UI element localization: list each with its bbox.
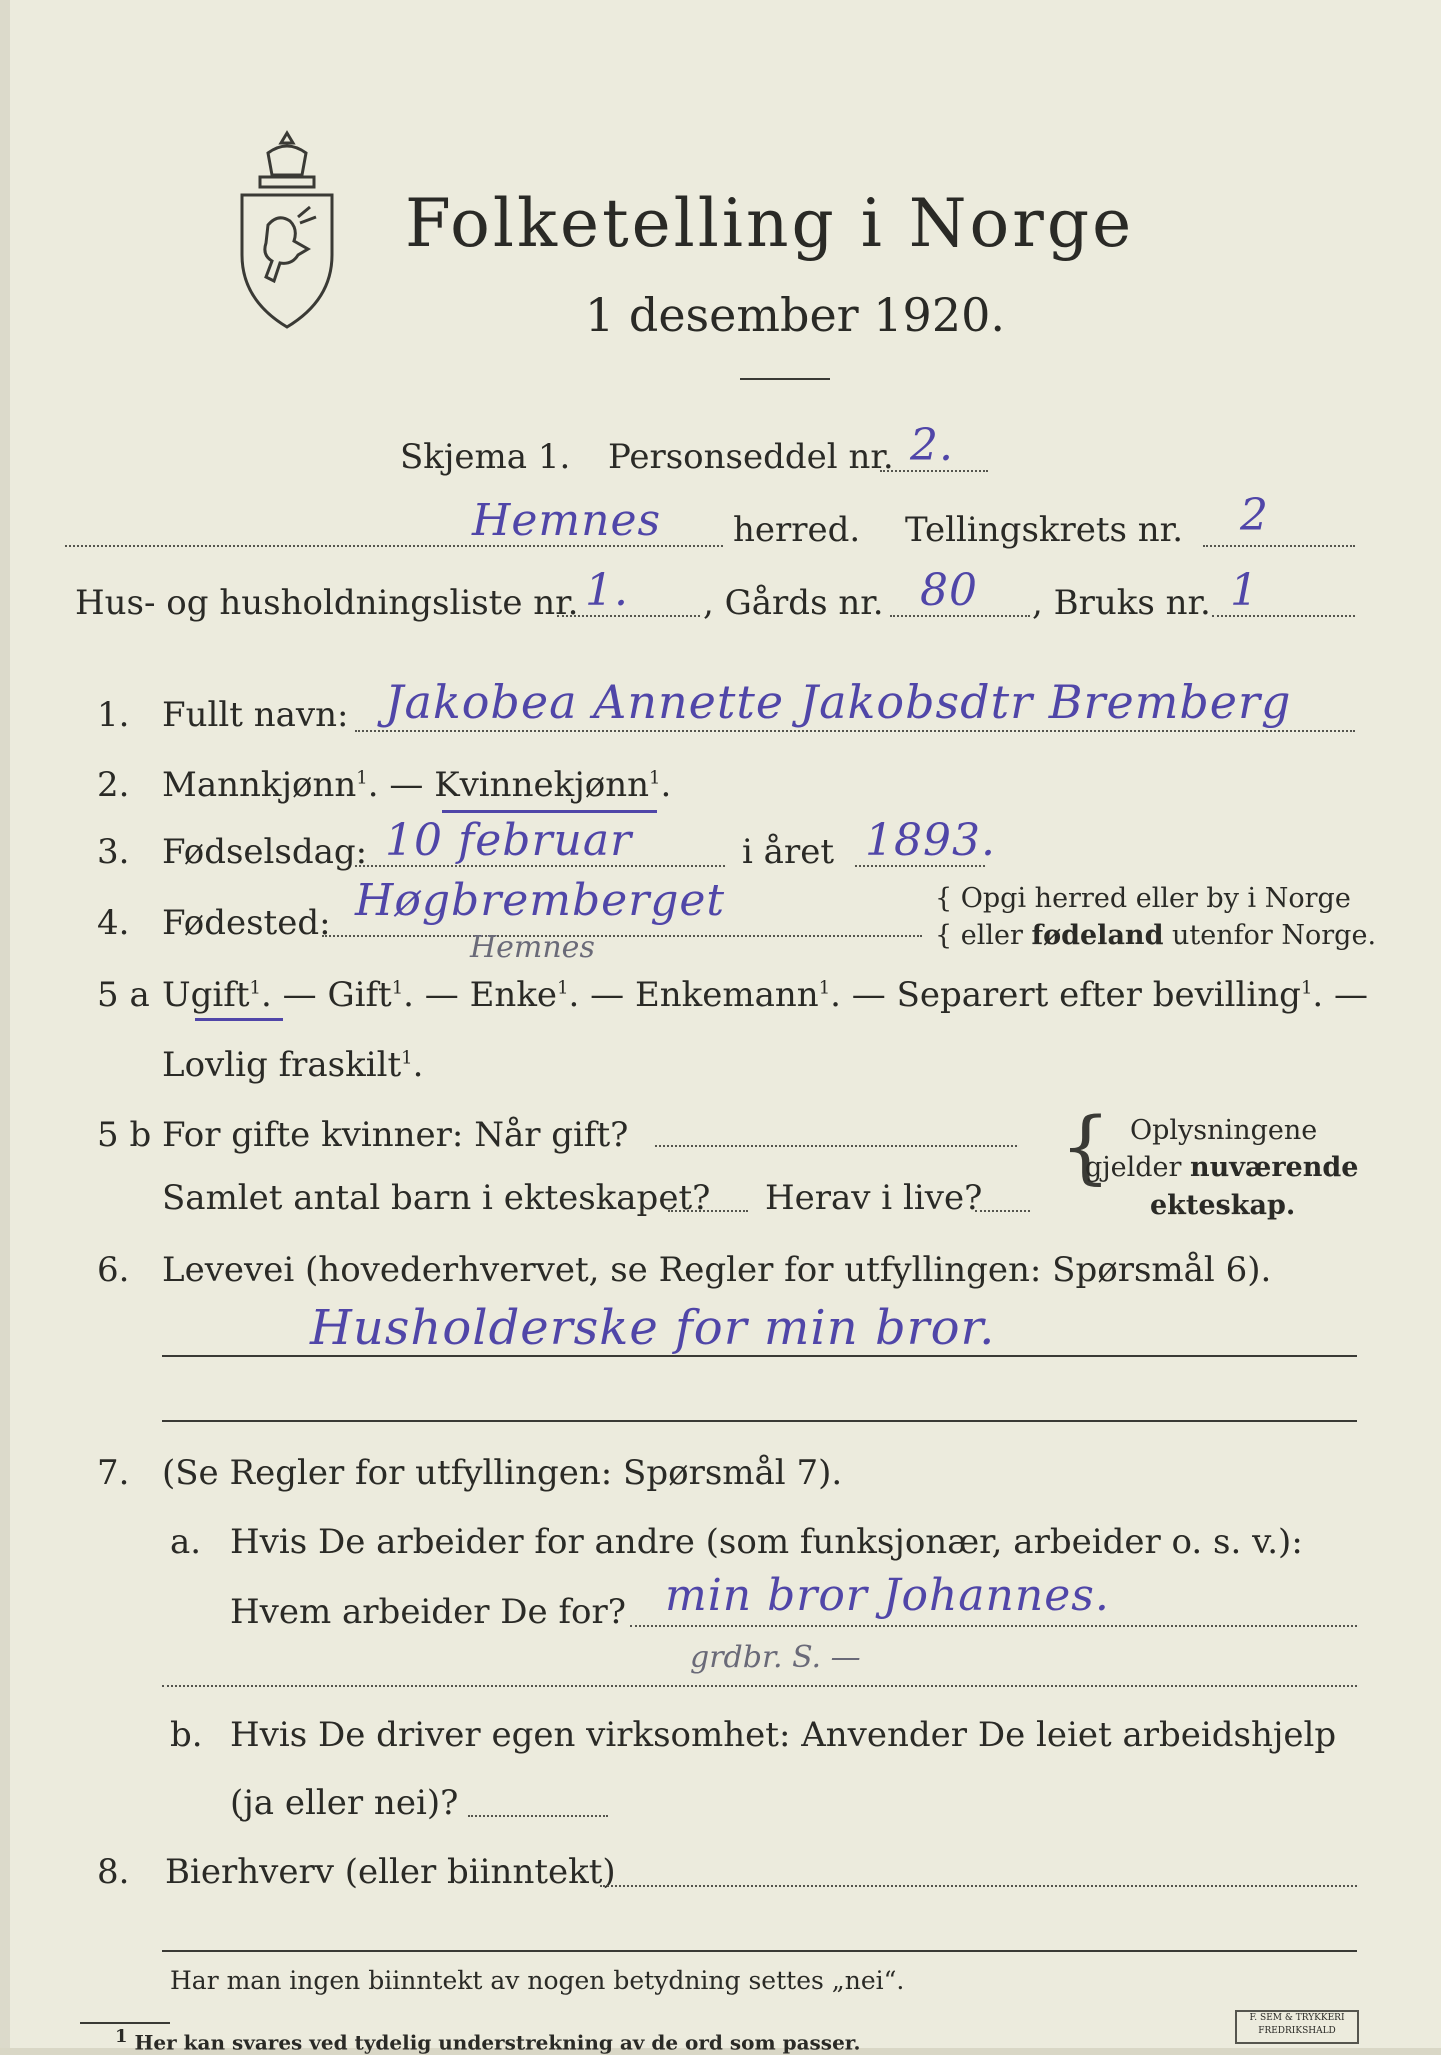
q5b-note-line3: ekteskap. [1150,1190,1296,1221]
q1-number: 1. [97,695,130,735]
personseddel-label: Personseddel nr. [608,437,894,477]
fraskilt-option[interactable]: Lovlig fraskilt$^1$. [162,1045,424,1085]
q8-answer-line [162,1950,1357,1952]
title-divider [740,378,830,380]
printer-stamp: F. SEM & TRYKKERI FREDRIKSHALD [1235,2010,1359,2044]
kvinnekjonn-option[interactable]: Kvinnekjønn [434,765,649,805]
q3-number: 3. [97,832,130,872]
q5b-alive-label: Herav i live? [765,1178,983,1218]
ugift-underline [195,1018,283,1021]
footnote: 1 Her kan svares ved tydelig understrekning av de ord som passer. [115,2026,861,2055]
tellingskrets-label: Tellingskrets nr. [905,510,1184,550]
q4-number: 4. [97,903,130,943]
q4-note-line2: { eller fødeland utenfor Norge. [935,920,1377,951]
page-edge [0,0,10,2048]
employer-value-2[interactable]: grdbr. S. — [690,1640,861,1675]
birthplace-value[interactable]: Høgbremberget [355,875,726,926]
census-date: 1 desember 1920. [585,288,1005,342]
q7a-letter: a. [170,1522,202,1562]
herred-value[interactable]: Hemnes [472,495,662,546]
gards-value[interactable]: 80 [920,565,978,616]
q7b-letter: b. [170,1715,203,1755]
q6-label: Levevei (hovederhvervet, se Regler for utfyllingen: Spørsmål 6). [162,1250,1272,1290]
q2-text: Mannkjønn$^1$. — Kvinnekjønn$^1$. [162,765,672,805]
full-name-value[interactable]: Jakobea Annette Jakobsdtr Bremberg [385,675,1292,729]
q7a-text: Hvis De arbeider for andre (som funksjonær, arbeider o. s. v.): [230,1522,1303,1562]
q5b-children-label: Samlet antal barn i ekteskapet? [162,1178,711,1218]
husliste-label: Hus- og husholdningsliste nr. [75,583,579,623]
birthday-value[interactable]: 10 februar [385,815,633,866]
herred-label: herred. [733,510,861,550]
q8-label: Bierhverv (eller biinntekt) [165,1852,616,1892]
mannkjonn-option[interactable]: Mannkjønn [162,765,357,805]
q4-note-line1: { Opgi herred eller by i Norge [935,883,1351,914]
q6-number: 6. [97,1250,130,1290]
q5b-label: For gifte kvinner: Når gift? [162,1115,629,1155]
q7b-text: Hvis De driver egen virksomhet: Anvender De leiet arbeidshjelp [230,1715,1337,1755]
document-title: Folketelling i Norge [405,185,1135,262]
q4-label: Fødested: [162,903,331,943]
q7-number: 7. [97,1453,130,1493]
q1-label: Fullt navn: [162,695,349,735]
employer-value[interactable]: min bror Johannes. [665,1570,1110,1621]
occupation-value[interactable]: Husholderske for min bror. [310,1300,996,1356]
coat-of-arms-icon [228,125,346,335]
q2-number: 2. [97,765,130,805]
q6-answer-line-2 [162,1420,1357,1422]
gift-option[interactable]: Gift [327,975,392,1015]
husliste-value[interactable]: 1. [585,565,629,616]
q5a-number: 5 a [97,975,150,1015]
birthplace-value-2[interactable]: Hemnes [470,930,595,965]
birth-year-value[interactable]: 1893. [865,815,996,866]
footer-note: Har man ingen biinntekt av nogen betydning settes „nei“. [170,1966,905,1995]
q5b-note-line1: Oplysningene [1130,1115,1318,1146]
tellingskrets-value[interactable]: 2 [1240,490,1269,541]
q7-label: (Se Regler for utfyllingen: Spørsmål 7). [162,1453,843,1493]
gards-label: , Gårds nr. [703,583,884,623]
q5a-options: Ugift$^1$. — Gift$^1$. — Enke$^1$. — Enkemann$^1$. — Separert efter bevilling$^1$. — [162,975,1369,1015]
q7b-question: (ja eller nei)? [230,1783,459,1823]
q7a-question: Hvem arbeider De for? [230,1592,626,1632]
year-label: i året [742,832,834,872]
enkemann-option[interactable]: Enkemann [634,975,819,1015]
separert-option[interactable]: Separert efter bevilling [896,975,1301,1015]
q5b-number: 5 b [97,1115,152,1155]
q5b-brace: { [1060,1100,1111,1193]
bruks-label: , Bruks nr. [1032,583,1211,623]
enke-option[interactable]: Enke [469,975,558,1015]
skjema-label: Skjema 1. [400,437,571,477]
ugift-option[interactable]: Ugift [162,975,250,1015]
q8-number: 8. [97,1852,130,1892]
q5b-note-line2: gjelder nuværende [1085,1152,1359,1183]
personseddel-value[interactable]: 2. [910,420,954,471]
q3-label: Fødselsdag: [162,832,368,872]
kvinnekjonn-underline [442,810,657,813]
bruks-value[interactable]: 1 [1230,565,1259,616]
footnote-divider [80,2022,170,2024]
q6-answer-line-1 [162,1355,1357,1357]
